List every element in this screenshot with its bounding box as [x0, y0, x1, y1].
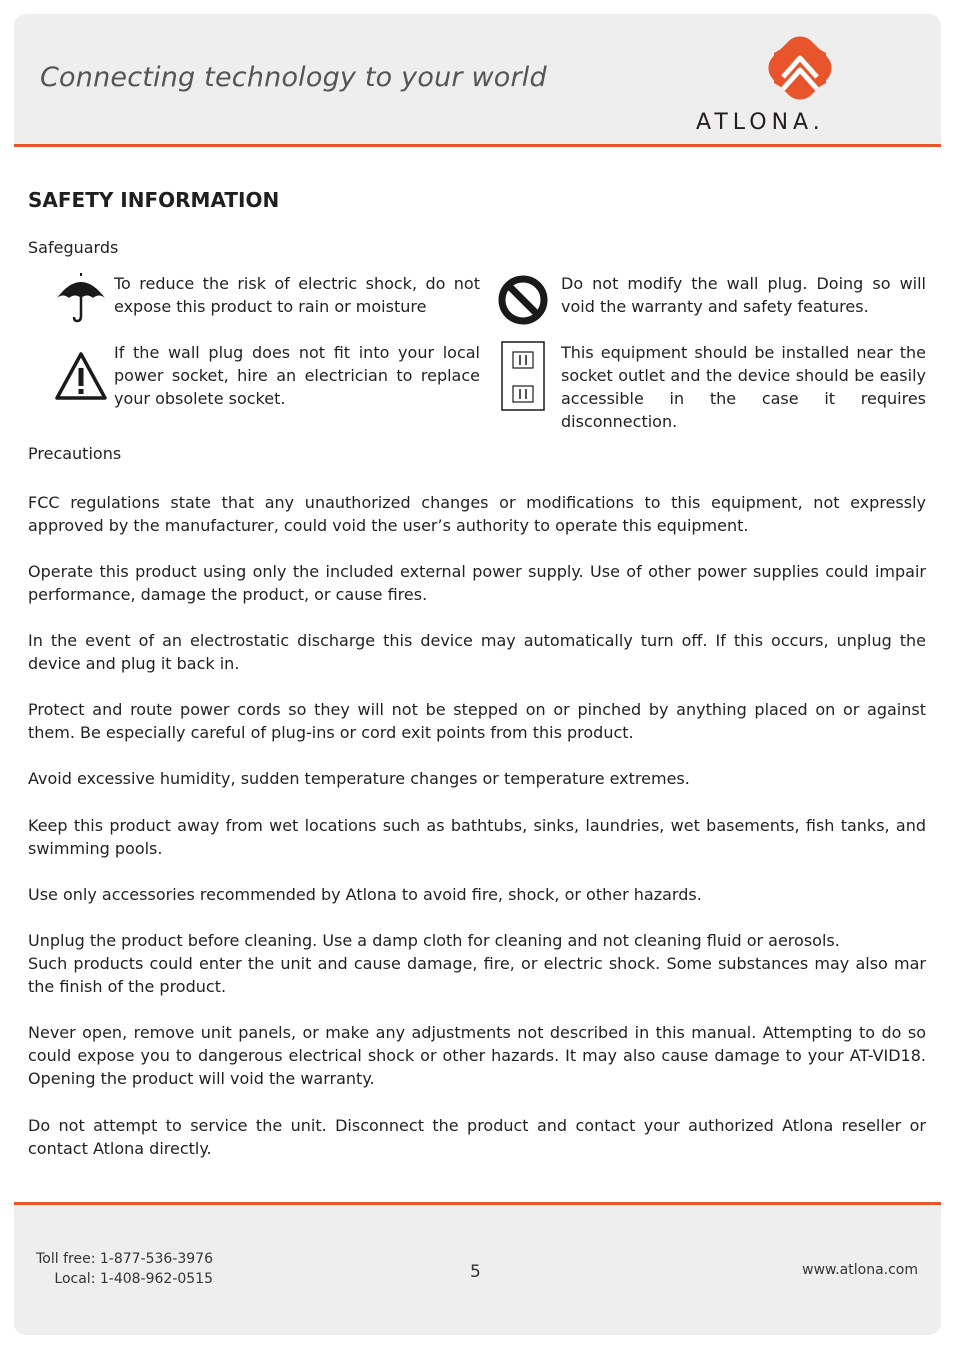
- safeguard-text-wall-plug: Do not modify the wall plug. Doing so will void the warranty and safety features.: [561, 274, 926, 316]
- safeguard-text-rain: To reduce the risk of electric shock, do not expose this product to rain or moisture: [114, 274, 480, 316]
- precaution-humidity: Avoid excessive humidity, sudden temperature changes or temperature extremes.: [28, 769, 690, 788]
- precaution-fcc: FCC regulations state that any unauthorized changes or modifications to this equipment, not expressly approved by the manufacturer, could void the user’s authority to operate this equipment.: [28, 493, 926, 535]
- no-symbol-icon: [497, 274, 549, 326]
- website-link[interactable]: www.atlona.com: [802, 1262, 918, 1278]
- wall-outlet-icon: [501, 341, 545, 411]
- precaution-cleaning: Unplug the product before cleaning. Use a damp cloth for cleaning and not cleaning fluid or aerosols.: [28, 931, 840, 950]
- precaution-power-cords: Protect and route power cords so they will not be stepped on or pinched by anything placed on or against them. Be especially careful of plug-ins or cord exit points from this product.: [28, 700, 926, 742]
- precaution-cleaning-substances: Such products could enter the unit and cause damage, fire, or electric shock. Some substances may also mar the finish of the product.: [28, 954, 926, 996]
- precaution-wet-locations: Keep this product away from wet locations such as bathtubs, sinks, laundries, wet basements, fish tanks, and swimming pools.: [28, 816, 926, 858]
- local-number: Local: 1-408-962-0515: [54, 1271, 213, 1287]
- header-rule: [14, 144, 941, 147]
- atlona-logo-mark-icon: [696, 36, 912, 106]
- warning-triangle-icon: [54, 350, 108, 402]
- precaution-esd: In the event of an electrostatic discharge this device may automatically turn off. If this occurs, unplug the device and plug it back in.: [28, 631, 926, 673]
- atlona-logo-text: ATLONA.: [696, 110, 825, 135]
- precaution-panels: Never open, remove unit panels, or make any adjustments not described in this manual. Attempting to do so could expose you to dangerous electrical shock or other hazards. It may also cause damage to your AT-VID18. Opening the product will void the warranty.: [28, 1023, 926, 1088]
- footer-phone-numbers: [36, 1249, 213, 1289]
- precaution-accessories: Use only accessories recommended by Atlona to avoid fire, shock, or other hazards.: [28, 885, 702, 904]
- toll-free-number: Toll free: 1-877-536-3976: [36, 1251, 213, 1267]
- safeguard-text-installation: This equipment should be installed near the socket outlet and the device should be easily accessible in the case it requires disconnection.: [561, 343, 926, 431]
- safeguards-heading: Safeguards: [28, 238, 119, 257]
- atlona-logo: [696, 36, 912, 134]
- precaution-power-supply: Operate this product using only the included external power supply. Use of other power supplies could impair performance, damage the product, or cause fires.: [28, 562, 926, 604]
- header-tagline: Connecting technology to your world: [40, 62, 547, 93]
- precautions-heading: Precautions: [28, 444, 122, 463]
- section-title: SAFETY INFORMATION: [28, 188, 280, 212]
- umbrella-icon: [55, 272, 107, 324]
- safeguard-text-socket: If the wall plug does not fit into your local power socket, hire an electrician to replace your obsolete socket.: [114, 343, 480, 408]
- precaution-service: Do not attempt to service the unit. Disconnect the product and contact your authorized Atlona reseller or contact Atlona directly.: [28, 1116, 926, 1158]
- page-number: 5: [470, 1262, 481, 1282]
